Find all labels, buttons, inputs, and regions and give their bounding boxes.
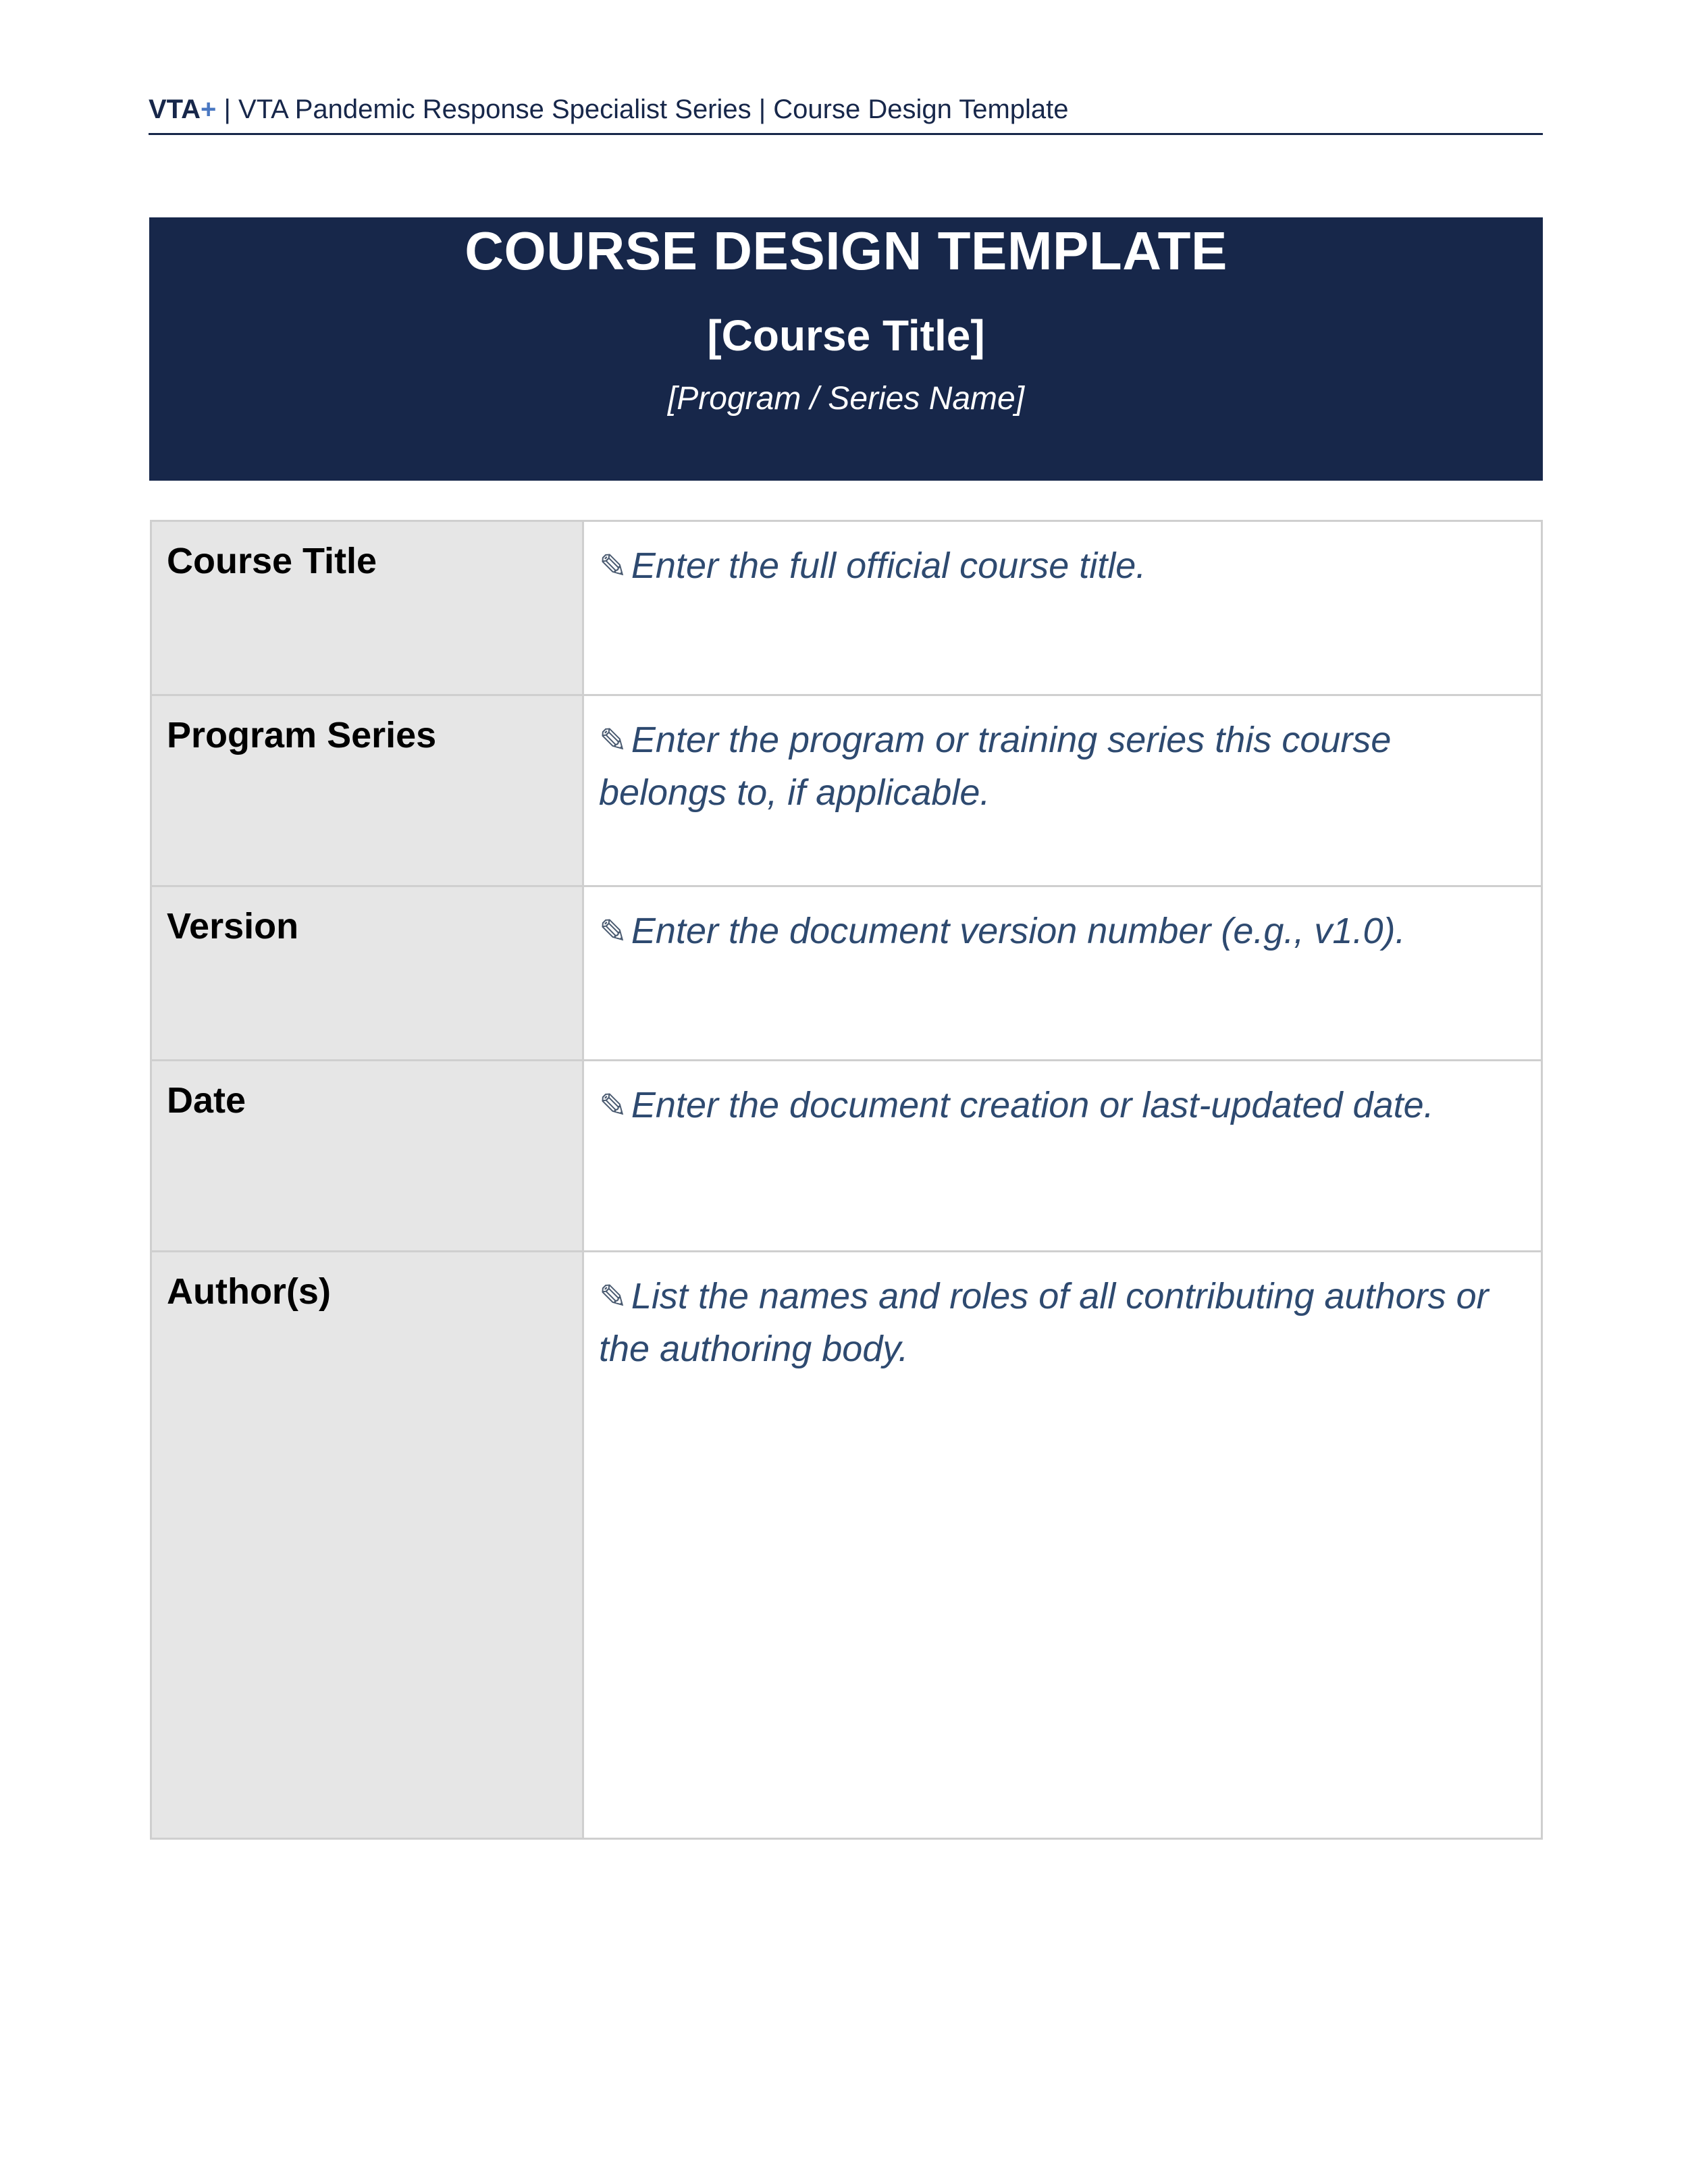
table-row: [151, 1252, 1542, 1839]
pencil-icon: ✎: [599, 722, 627, 760]
pencil-icon: ✎: [599, 913, 627, 951]
page-header: [149, 96, 1543, 135]
brand-plus: +: [201, 95, 217, 124]
header-text: | VTA Pandemic Response Specialist Series | Course Design Template: [216, 95, 1069, 124]
banner-program-name: [Program / Series Name]: [667, 381, 1025, 417]
table-row: [151, 521, 1542, 695]
program-series-field[interactable]: [583, 695, 1542, 886]
course-title-field[interactable]: [583, 521, 1542, 695]
authors-field[interactable]: [583, 1252, 1542, 1839]
version-field[interactable]: [583, 886, 1542, 1061]
row-label: Date: [151, 1061, 583, 1252]
field-placeholder: List the names and roles of all contributing authors or the authoring body.: [599, 1276, 1489, 1370]
table-row: [151, 1061, 1542, 1252]
row-label: Program Series: [151, 695, 583, 886]
course-info-table: [150, 520, 1543, 1840]
field-placeholder: Enter the document creation or last-updated date.: [631, 1085, 1434, 1125]
banner-course-title: [Course Title]: [707, 311, 985, 360]
pencil-icon: ✎: [599, 1278, 627, 1316]
brand-name: VTA: [149, 95, 201, 124]
field-placeholder: Enter the full official course title.: [631, 545, 1146, 586]
row-label: Version: [151, 886, 583, 1061]
banner-title: COURSE DESIGN TEMPLATE: [465, 221, 1228, 281]
pencil-icon: ✎: [599, 1087, 627, 1125]
field-placeholder: Enter the document version number (e.g., v1.0).: [631, 911, 1406, 951]
pencil-icon: ✎: [599, 548, 627, 585]
table-row: [151, 886, 1542, 1061]
table-row: [151, 695, 1542, 886]
date-field[interactable]: [583, 1061, 1542, 1252]
row-label: Author(s): [151, 1252, 583, 1839]
title-banner: [149, 217, 1543, 481]
field-placeholder: Enter the program or training series this course belongs to, if applicable.: [599, 720, 1392, 814]
row-label: Course Title: [151, 521, 583, 695]
